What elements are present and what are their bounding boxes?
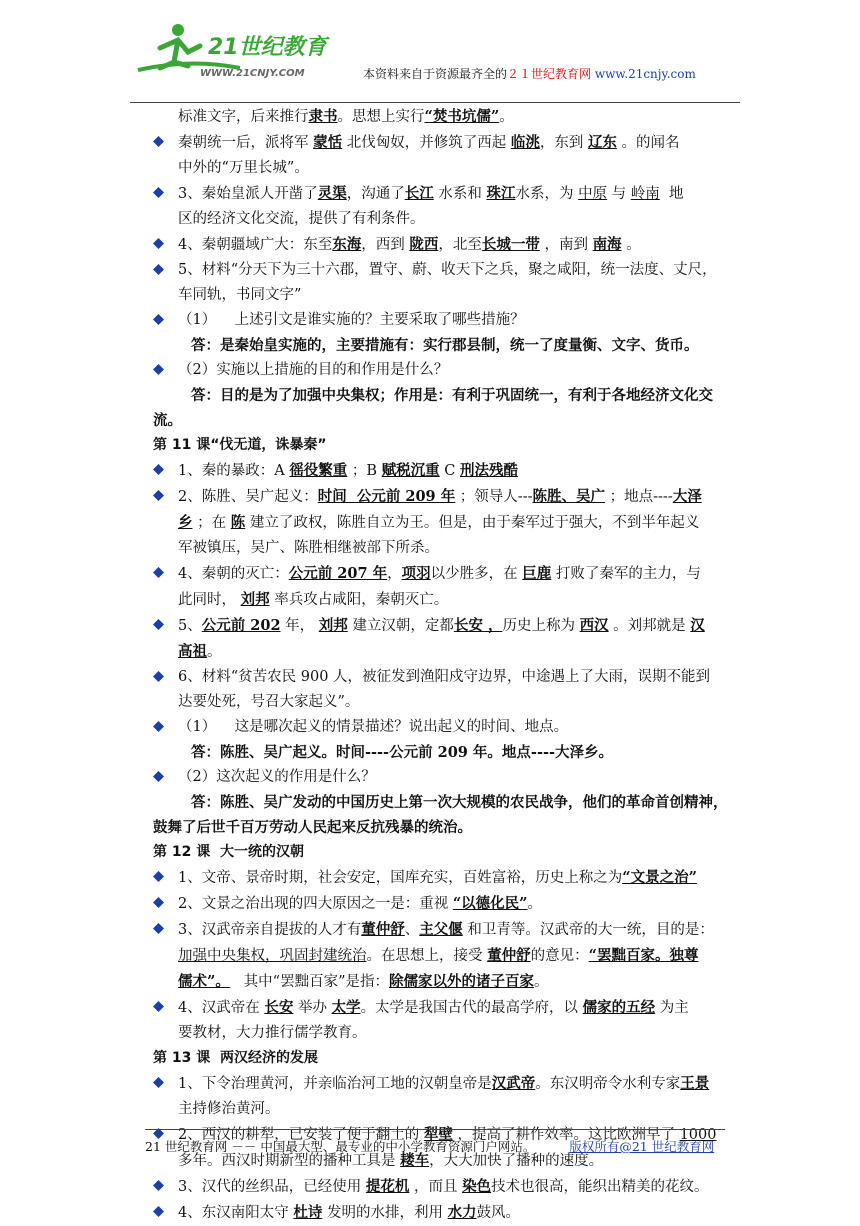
text-run: 4、东汉南阳太守 xyxy=(178,1205,294,1221)
key-answer: 临洮 xyxy=(510,134,540,151)
key-answer: 汉 xyxy=(690,617,705,634)
text-run: 秦朝统一后，派将军 xyxy=(178,135,314,151)
text-run: 建立了政权，陈胜自立为王。但是，由于秦军过于强大，不到半年起义 xyxy=(245,515,700,531)
diamond-bullet-icon xyxy=(153,871,164,882)
bullet-item xyxy=(153,458,733,484)
text-run: ，南到 xyxy=(539,237,593,253)
key-answer: 主父偃 xyxy=(419,921,463,938)
footer-divider xyxy=(145,1129,725,1130)
diamond-bullet-icon xyxy=(153,567,164,578)
key-answer: 犁壁 xyxy=(423,1126,453,1143)
key-answer: 长安 xyxy=(264,999,294,1016)
bullet-item xyxy=(153,484,733,510)
text-run: 4、秦朝疆域广大：东至 xyxy=(178,237,333,253)
text-run: 军被镇压，吴广、陈胜相继被部下所杀。 xyxy=(178,540,439,556)
header-source-text: 本资料来自于资源最齐全的２１世纪教育网 www.21cnjy.com xyxy=(363,67,696,81)
text-run: 第 13 课 两汉经济的发展 xyxy=(153,1050,318,1066)
text-run: ，北至 xyxy=(438,237,482,253)
text-run: 中外的“万里长城”。 xyxy=(178,160,309,176)
text-run: 答：陈胜、吴广发动的中国历史上第一次大规模的农民战争，他们的革命首创精神， xyxy=(191,794,728,811)
diamond-bullet-icon xyxy=(153,1206,164,1217)
diamond-bullet-icon xyxy=(153,1077,164,1088)
logo-text: 21世纪教育 xyxy=(208,35,327,60)
text-run: ，东到 xyxy=(539,135,588,151)
bullet-item xyxy=(153,358,733,383)
bullet-item xyxy=(153,995,733,1021)
key-answer: 东海 xyxy=(332,236,362,253)
text-line xyxy=(153,536,733,561)
text-run: 5、 xyxy=(178,618,202,634)
text-run: 3、汉代的丝织品，已经使用 xyxy=(178,1179,366,1195)
text-run: 3、秦始皇派人开凿了 xyxy=(178,186,318,202)
key-answer: 赋税沉重 xyxy=(381,462,440,479)
bullet-item xyxy=(153,1071,733,1097)
key-answer: 长江 xyxy=(404,185,434,202)
key-answer: 陈 xyxy=(230,514,246,531)
answer-line xyxy=(153,790,733,815)
bullet-item xyxy=(153,715,733,740)
page-header xyxy=(130,18,740,88)
text-run: 5、材料“分天下为三十六郡，置守、蔚、收天下之兵，聚之咸阳，统一法度、丈尺， xyxy=(178,262,717,278)
text-run: 率兵攻占咸阳，秦朝灭亡。 xyxy=(269,592,449,608)
bullet-item xyxy=(153,232,733,258)
text-run: 。思想上实行 xyxy=(337,109,425,125)
text-run: 、 xyxy=(404,922,420,938)
text-run: 与 xyxy=(607,186,631,202)
key-answer: “文景之治” xyxy=(622,869,697,886)
answer-line xyxy=(153,383,733,408)
key-answer: 刘邦 xyxy=(240,591,270,608)
text-run: ，提高了耕作效率。这比欧洲早了 xyxy=(452,1127,680,1143)
bullet-item xyxy=(153,181,733,207)
text-run: 发明的水排，利用 xyxy=(322,1205,448,1221)
key-answer: 王景 xyxy=(680,1075,710,1092)
bullet-item xyxy=(153,917,733,943)
text-line xyxy=(153,690,733,715)
key-answer: 巨鹿 xyxy=(522,565,552,582)
text-run: 。东汉明帝令水利专家 xyxy=(535,1076,681,1092)
diamond-bullet-icon xyxy=(153,671,164,682)
text-run: 1、文帝、景帝时期，社会安定，国库充实，百姓富裕，历史上称之为 xyxy=(178,870,623,886)
underlined-text: 加强中央集权，巩固封建统治 xyxy=(178,948,367,964)
bullet-item xyxy=(153,1200,733,1226)
diamond-bullet-icon xyxy=(153,314,164,325)
text-run: 年， xyxy=(280,618,319,634)
key-answer: 珠江 xyxy=(486,185,516,202)
text-run: 流。 xyxy=(153,412,182,429)
text-run: 标准文字，后来推行 xyxy=(178,109,309,125)
bullet-item xyxy=(153,613,733,639)
text-run: 。在思想上，接受 xyxy=(366,948,488,964)
answer-line xyxy=(153,815,733,840)
key-answer: 南海 xyxy=(592,236,622,253)
text-line xyxy=(153,510,733,536)
text-run: 技术也很高，能织出精美的花纹。 xyxy=(491,1179,709,1195)
text-run: 其中“罢黜百家”是指： xyxy=(229,974,389,990)
text-run: 答：是秦始皇实施的，主要措施有：实行郡县制，统一了度量衡、文字、货币。 xyxy=(191,337,699,354)
text-run: 4、秦朝的灭亡： xyxy=(178,566,289,582)
key-answer: 辽东 xyxy=(587,134,617,151)
key-answer: 乡 xyxy=(178,514,193,531)
diamond-bullet-icon xyxy=(153,264,164,275)
text-run: 。 xyxy=(534,974,549,990)
diamond-bullet-icon xyxy=(153,464,164,475)
diamond-bullet-icon xyxy=(153,721,164,732)
text-run: 4、汉武帝在 xyxy=(178,1000,265,1016)
key-answer: 儒术”。 xyxy=(178,973,230,990)
key-answer: 水力 xyxy=(447,1204,477,1221)
text-run: 和卫青等。汉武帝的大一统，目的是： xyxy=(462,922,714,938)
text-line xyxy=(153,104,733,130)
text-run: ；在 xyxy=(192,515,231,531)
diamond-bullet-icon xyxy=(153,771,164,782)
text-run: ，而且 xyxy=(409,1179,463,1195)
text-run: 1、秦的暴政：A xyxy=(178,463,290,479)
text-run: 主持修治黄河。 xyxy=(178,1101,280,1117)
text-run: 多年。西汉时期新型的播种工具是 xyxy=(178,1153,401,1169)
diamond-bullet-icon xyxy=(153,136,164,147)
text-run: 举办 xyxy=(293,1000,332,1016)
bullet-item xyxy=(153,561,733,587)
key-answer: “罢黜百家。独尊 xyxy=(588,947,699,964)
bullet-item xyxy=(153,765,733,790)
text-run: 水系，为 xyxy=(515,186,579,202)
lesson-heading xyxy=(153,840,733,865)
text-run: 答：目的是为了加强中央集权；作用是：有利于巩固统一，有利于各地经济文化交 xyxy=(191,387,713,404)
key-answer: 耧车 xyxy=(400,1152,430,1169)
header-divider xyxy=(130,102,740,103)
text-run: 鼓风。 xyxy=(476,1205,521,1221)
key-answer: 董仲舒 xyxy=(487,947,531,964)
text-run: 第 12 课 大一统的汉朝 xyxy=(153,844,304,860)
text-line xyxy=(153,943,733,969)
lesson-heading xyxy=(153,433,733,458)
key-answer: 陇西 xyxy=(409,236,439,253)
text-run: 。太学是我国古代的最高学府，以 xyxy=(360,1000,583,1016)
answer-line xyxy=(153,333,733,358)
bullet-item xyxy=(153,1174,733,1200)
text-run: 2、西汉的耕犁，已安装了便于翻土的 xyxy=(178,1127,424,1143)
text-run: 第 11 课“伐无道，诛暴秦” xyxy=(153,437,327,453)
bullet-item xyxy=(153,865,733,891)
text-line xyxy=(153,156,733,181)
footer-text: 21 世纪教育网 －－ 中国最大型、最专业的中小学教育资源门户网站。 xyxy=(145,1139,536,1154)
key-answer: 除儒家以外的诸子百家 xyxy=(389,973,534,990)
underlined-text: 岭南 xyxy=(630,186,660,202)
text-run: 3、汉武帝亲自提拔的人才有 xyxy=(178,922,362,938)
diamond-bullet-icon xyxy=(153,619,164,630)
diamond-bullet-icon xyxy=(153,238,164,249)
underlined-text: 1000 xyxy=(679,1127,717,1143)
key-answer: 董仲舒 xyxy=(361,921,405,938)
text-run: 此同时， xyxy=(178,592,241,608)
diamond-bullet-icon xyxy=(153,1180,164,1191)
key-answer: 太学 xyxy=(331,999,361,1016)
text-line xyxy=(153,587,733,613)
text-run: （2）这次起义的作用是什么？ xyxy=(178,769,376,785)
document-body xyxy=(153,104,733,1226)
text-run: ，西到 xyxy=(361,237,410,253)
key-answer: 长安 ， xyxy=(453,617,503,634)
text-line xyxy=(153,969,733,995)
key-answer: 蒙恬 xyxy=(313,134,343,151)
key-answer: 徭役繁重 xyxy=(289,462,348,479)
diamond-bullet-icon xyxy=(153,1001,164,1012)
text-run: 。 xyxy=(207,644,222,660)
text-run: （2）实施以上措施的目的和作用是什么？ xyxy=(178,362,449,378)
text-run: 。 xyxy=(527,896,543,912)
text-run: 1、下令治理黄河，并亲临治河工地的汉朝皇帝是 xyxy=(178,1076,492,1092)
bullet-item xyxy=(153,308,733,333)
diamond-bullet-icon xyxy=(153,187,164,198)
text-run: （1） 上述引文是谁实施的？主要采取了哪些措施？ xyxy=(178,312,525,328)
key-answer: 杜诗 xyxy=(293,1204,323,1221)
text-line xyxy=(153,207,733,232)
key-answer: 长城一带 xyxy=(481,236,540,253)
header-site-name[interactable]: ２１世纪教育网 xyxy=(507,67,592,81)
diamond-bullet-icon xyxy=(153,490,164,501)
footer-copyright-link[interactable]: 版权所有@21 世纪教育网 xyxy=(569,1139,715,1154)
text-line xyxy=(153,408,733,433)
bullet-item xyxy=(153,665,733,690)
lesson-heading xyxy=(153,1046,733,1071)
text-line xyxy=(153,639,733,665)
key-answer: 西汉 xyxy=(579,617,609,634)
text-line xyxy=(153,283,733,308)
text-run: 6、材料“贫苦农民 900 人，被征发到渔阳戍守边界，中途遇上了大雨，误期不能到 xyxy=(178,669,711,685)
text-run: 。的闻名 xyxy=(616,135,680,151)
key-answer: 刘邦 xyxy=(318,617,348,634)
key-answer: 灵渠 xyxy=(317,185,347,202)
text-run: 水系和 xyxy=(433,186,487,202)
text-run: ， xyxy=(387,566,402,582)
key-answer: 隶书 xyxy=(308,108,338,125)
text-run: 车同轨，书同文字” xyxy=(178,287,302,303)
key-answer: 染色 xyxy=(462,1178,492,1195)
text-run: 为主 xyxy=(655,1000,689,1016)
text-run: 鼓舞了后世千百万劳动人民起来反抗残暴的统治。 xyxy=(153,819,472,836)
text-run: 。 xyxy=(499,109,514,125)
text-run: 的意见： xyxy=(530,948,589,964)
key-answer: 提花机 xyxy=(365,1178,410,1195)
text-run: 地 xyxy=(659,186,684,202)
text-run: （1） 这是哪次起义的情景描述？说出起义的时间、地点。 xyxy=(178,719,569,735)
key-answer: 汉武帝 xyxy=(491,1075,536,1092)
text-run: ；领导人--- xyxy=(455,489,533,505)
key-answer: 高祖 xyxy=(178,643,207,660)
text-line xyxy=(153,1021,733,1046)
text-run: 要教材，大力推行儒学教育。 xyxy=(178,1025,367,1041)
bullet-item xyxy=(153,130,733,156)
key-answer: 陈胜、吴广 xyxy=(532,488,606,505)
key-answer: “焚书坑儒” xyxy=(424,108,500,125)
header-site-url[interactable]: www.21cnjy.com xyxy=(594,67,696,81)
answer-line xyxy=(153,740,733,765)
text-run: 区的经济文化交流，提供了有利条件。 xyxy=(178,211,425,227)
text-run: ；地点---- xyxy=(605,489,673,505)
diamond-bullet-icon xyxy=(153,897,164,908)
key-answer: 公元前 202 xyxy=(201,617,281,634)
text-run: 达要处死，号召大家起义”。 xyxy=(178,694,360,710)
underlined-text: 中原 xyxy=(578,186,608,202)
text-run: ；B xyxy=(347,463,382,479)
text-run: 。刘邦就是 xyxy=(608,618,691,634)
key-answer: 大泽 xyxy=(672,488,702,505)
diamond-bullet-icon xyxy=(153,923,164,934)
text-run: 。 xyxy=(621,237,641,253)
diamond-bullet-icon xyxy=(153,364,164,375)
text-run: 建立汉朝，定都 xyxy=(347,618,454,634)
key-answer: 儒家的五经 xyxy=(582,999,656,1016)
text-run: 以少胜多，在 xyxy=(430,566,523,582)
bullet-item xyxy=(153,891,733,917)
page-footer xyxy=(145,1137,714,1155)
text-run: 2、陈胜、吴广起义： xyxy=(178,489,318,505)
key-answer: 公元前 207 年 xyxy=(288,565,388,582)
text-run: C xyxy=(439,463,461,479)
key-answer: 刑法残酷 xyxy=(460,462,519,479)
text-run: 历史上称为 xyxy=(502,618,580,634)
text-run: 2、文景之治出现的四大原因之一是：重视 xyxy=(178,896,453,912)
key-answer: 时间 公元前 209 年 xyxy=(317,488,456,505)
key-answer: “以德化民” xyxy=(452,895,528,912)
text-run: 打败了秦军的主力，与 xyxy=(551,566,701,582)
text-run: 答：陈胜、吴广起义。时间----公元前 209 年。地点----大泽乡。 xyxy=(191,744,614,761)
key-answer: 项羽 xyxy=(401,565,431,582)
bullet-item xyxy=(153,258,733,283)
logo-url: WWW.21CNJY.COM xyxy=(200,68,305,79)
text-line xyxy=(153,1097,733,1122)
logo-21cnjy xyxy=(130,18,350,82)
text-run: ，沟通了 xyxy=(346,186,405,202)
text-run: 北伐匈奴，并修筑了西起 xyxy=(342,135,511,151)
text-run: ，大大加快了播种的速度。 xyxy=(429,1153,604,1169)
